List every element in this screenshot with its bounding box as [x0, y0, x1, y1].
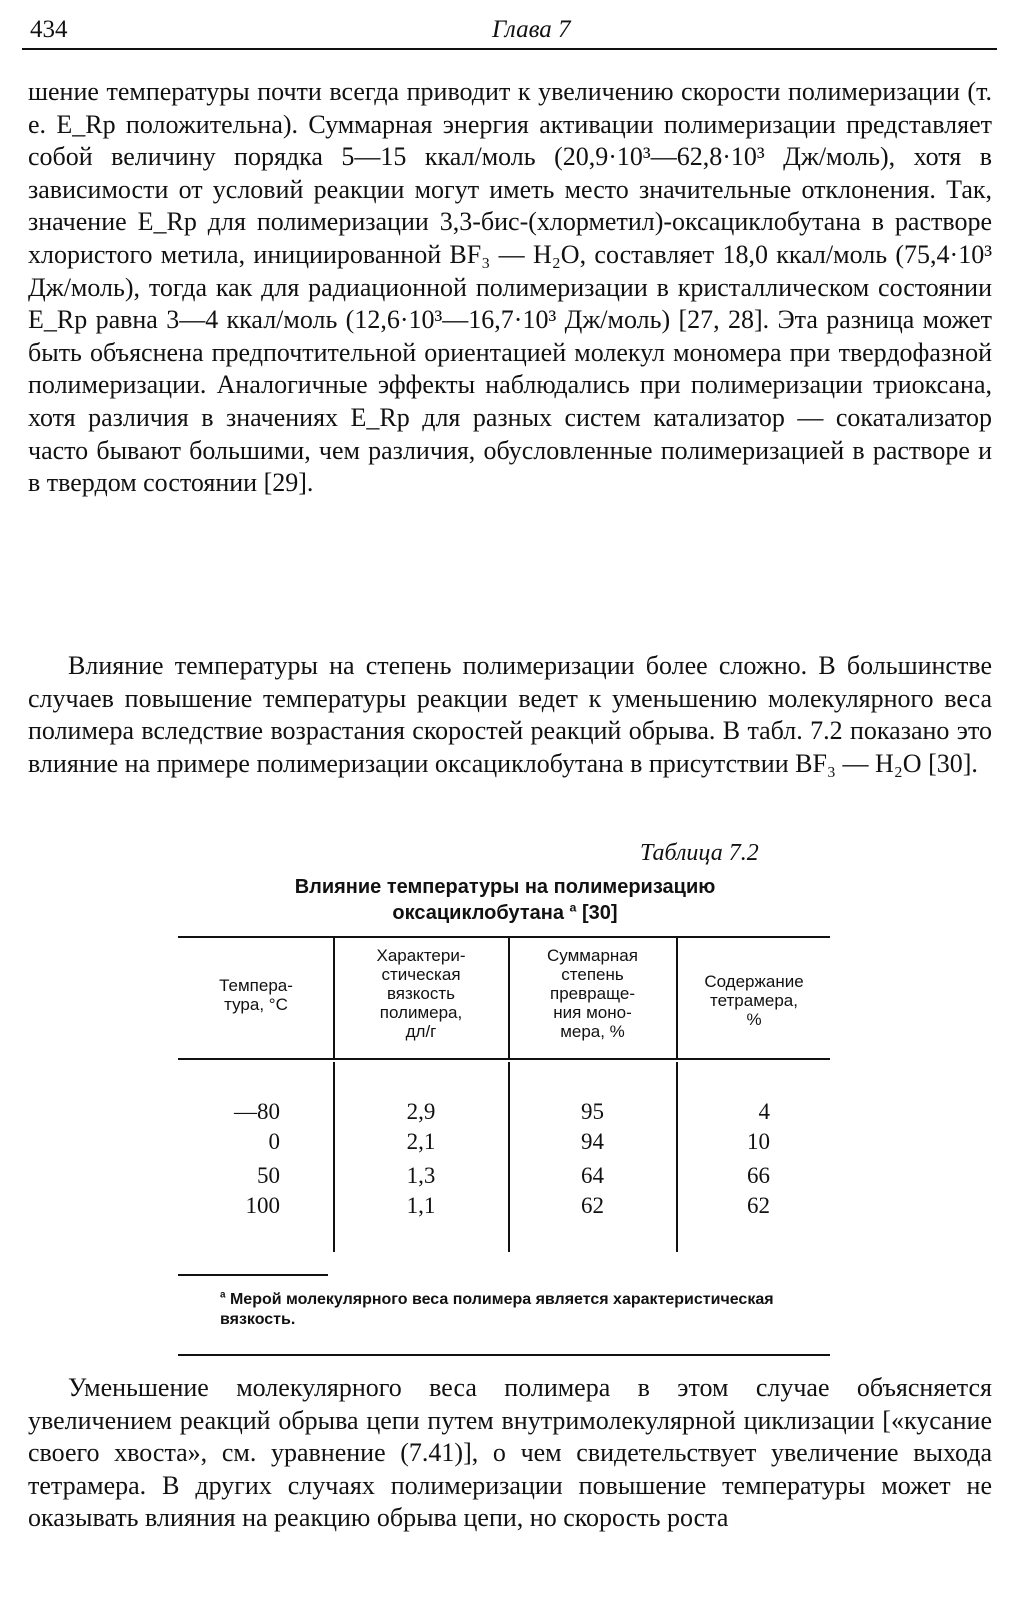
footnote-text: Мерой молекулярного веса полимера является характеристическая вязкость. — [220, 1291, 774, 1328]
column-header-tetramer: Содержание тетрамера, % — [704, 972, 804, 1029]
header-rule — [22, 48, 997, 50]
cell-tetramer: 62 — [747, 1193, 770, 1218]
table-footnote — [220, 1290, 840, 1330]
paragraph-1: шение температуры почти всегда приводит к увеличению скорости полимеризации (т. е. E_Rp положительна). Суммарная энергия активации полимеризации представляет собой величину порядка 5—15 ккал/моль (20,9·10³—62,8·10³ Дж/моль), хотя в зависимости от условий реакции могут иметь место значительные отклонения. Так, значение E_Rp для полимеризации 3,3-бис-(хлорметил)-оксациклобутана в растворе хлористого метила, инициированной BF₃ — H₂O, составляет 18,0 ккал/моль (75,4·10³ Дж/моль), тогда как для радиационной полимеризации в кристаллическом состоянии E_Rp равна 3—4 ккал/моль (12,6·10³—16,7·10³ Дж/моль) [27, 28]. Эта разница может быть объяснена предпочтительной ориентацией молекул мономера при твердофазной полимеризации. Аналогичные эффекты наблюдались при полимеризации триоксана, хотя различия в значениях E_Rp для разных систем катализатор — сокатализатор часто бывают большими, чем различия, обусловленные полимеризацией в растворе и в твердом состоянии [29]. — [28, 77, 992, 498]
table-title-footnote-mark: а — [569, 900, 577, 915]
cell-tetramer: 10 — [747, 1129, 770, 1154]
cell-viscosity: 2,9 — [406, 1099, 436, 1124]
cell-temperature: 50 — [257, 1163, 280, 1188]
table-header-rule — [178, 1058, 830, 1060]
cell-viscosity: 1,1 — [406, 1193, 436, 1218]
running-head: Глава 7 — [492, 16, 571, 43]
cell-viscosity: 1,3 — [406, 1163, 436, 1188]
table-title-line2: оксациклобутана — [392, 902, 564, 924]
paragraph-3: Уменьшение молекулярного веса полимера в этом случае объясняется увеличением реакций обрыва цепи путем внутримолекулярной циклизации [«кусание своего хвоста», см. уравнение (7.41)], о чем свидетельствует увеличение выхода тетрамера. В других случаях полимеризации повышение температуры может не оказывать влияния на реакцию обрыва цепи, но скорость роста — [28, 1373, 992, 1533]
table-title-reference: [30] — [582, 902, 618, 924]
footnote-rule — [178, 1274, 328, 1276]
cell-tetramer: 66 — [747, 1163, 770, 1188]
table-title — [180, 874, 830, 926]
paragraph-2: Влияние температуры на степень полимеризации более сложно. В большинстве случаев повышение температуры реакции ведет к уменьшению молекулярного веса полимера вследствие возрастания скоростей реакций обрыва. В табл. 7.2 показано это влияние на примере полимеризации оксациклобутана в присутствии BF₃ — H₂O [30]. — [28, 651, 992, 778]
cell-conversion: 62 — [581, 1193, 604, 1218]
table-bottom-rule — [178, 1354, 830, 1356]
cell-viscosity: 2,1 — [406, 1129, 436, 1154]
table-top-rule — [178, 936, 830, 938]
page-number: 434 — [30, 16, 68, 43]
table-caption: Таблица 7.2 — [640, 840, 759, 866]
cell-tetramer: 4 — [758, 1099, 770, 1124]
page-header — [22, 10, 997, 50]
footnote-mark: а — [220, 1289, 226, 1301]
cell-conversion: 64 — [581, 1163, 604, 1188]
cell-temperature: 100 — [245, 1193, 280, 1218]
column-header-viscosity: Характери- стическая вязкость полимера, дл/г — [376, 946, 466, 1041]
cell-temperature: —80 — [234, 1099, 280, 1124]
cell-conversion: 94 — [581, 1129, 604, 1154]
column-header-conversion: Суммарная степень превраще- ния моно- мера, % — [547, 946, 638, 1041]
column-header-temperature: Темпера- тура, °С — [219, 976, 293, 1014]
cell-conversion: 95 — [581, 1099, 604, 1124]
cell-temperature: 0 — [268, 1129, 280, 1154]
table-title-line1: Влияние температуры на полимеризацию — [294, 876, 716, 898]
